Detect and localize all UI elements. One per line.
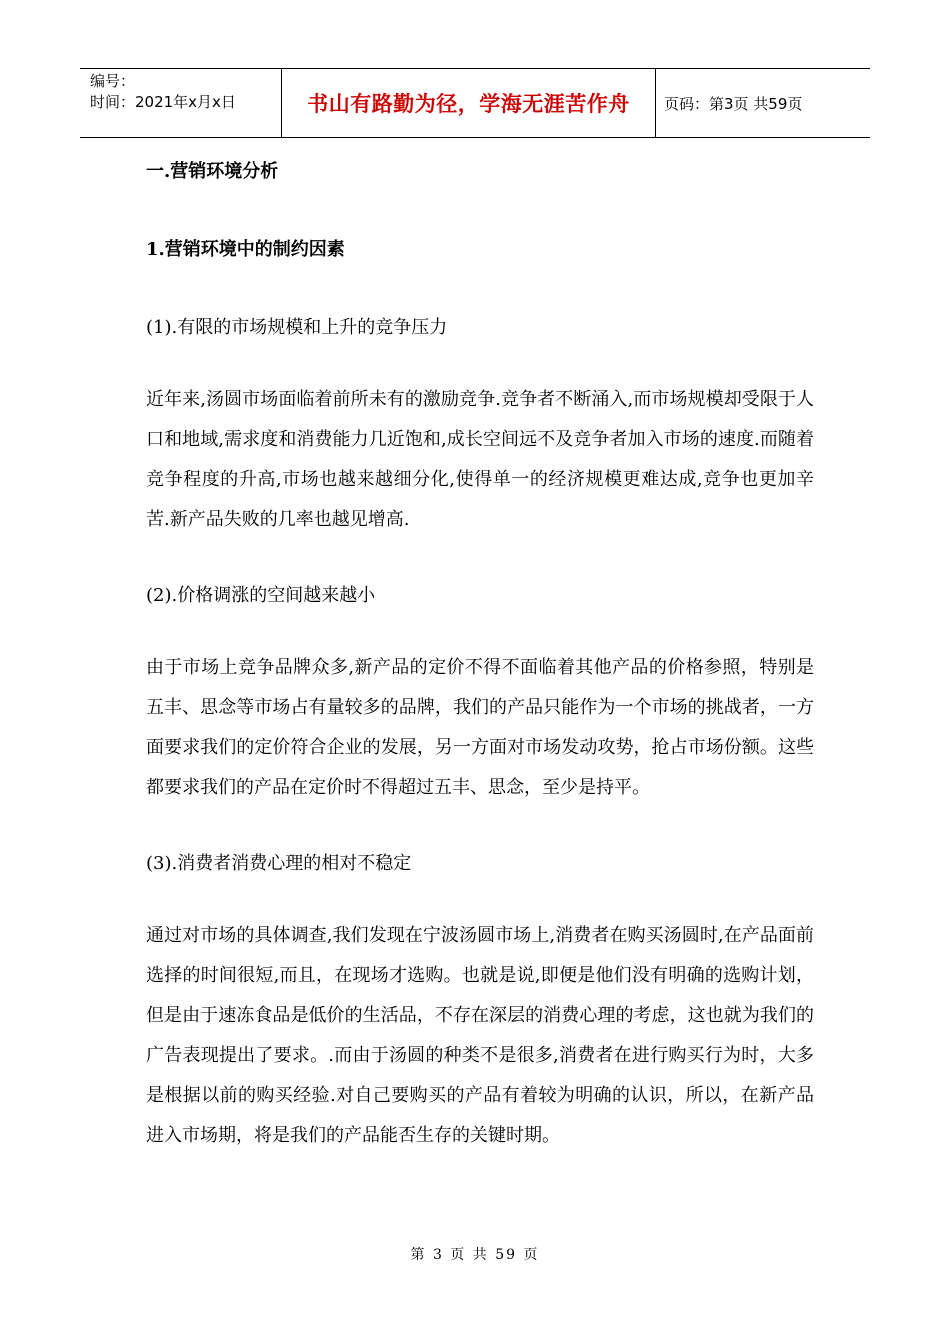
section-title: 一.营销环境分析 [146,161,279,182]
item-title: (3).消费者消费心理的相对不稳定 [146,853,412,874]
item-title: (2).价格调涨的空间越来越小 [146,585,376,606]
document-number: 编号： [90,72,136,90]
item-paragraph: 近年来,汤圆市场面临着前所未有的激励竞争.竞争者不断涌入,而市场规模却受限于人口和地域,需求度和消费能力几近饱和,成长空间远不及竞争者加入市场的速度.而随着竞争程度的升高,市场也越来越细分化,使得单一的经济规模更难达成,竞争也更加辛苦.新产品失败的几率也越见增高. [146,389,814,530]
header-motto: 书山有路勤为径，学海无涯苦作舟 [282,69,656,137]
document-body [146,150,814,1156]
item-paragraph: 通过对市场的具体调查,我们发现在宁波汤圆市场上,消费者在购买汤圆时,在产品面前选择的时间很短,而且，在现场才选购。也就是说,即便是他们没有明确的选购计划，但是由于速冻食品是低价的生活品，不存在深层的消费心理的考虑，这也就为我们的广告表现提出了要求。.而由于汤圆的种类不是很多,消费者在进行购买行为时，大多是根据以前的购买经验.对自己要购买的产品有着较为明确的认识，所以，在新产品进入市场期，将是我们的产品能否生存的关键时期。 [146,925,814,1146]
document-date: 时间：2021年x月x日 [90,93,236,111]
header-meta [80,69,282,137]
item-title: (1).有限的市场规模和上升的竞争压力 [146,317,448,338]
header-page-info: 页码：第3页 共59页 [664,94,803,113]
subsection-title: 1.营销环境中的制约因素 [146,239,345,260]
item-paragraph: 由于市场上竞争品牌众多,新产品的定价不得不面临着其他产品的价格参照，特别是五丰、思念等市场占有量较多的品牌，我们的产品只能作为一个市场的挑战者，一方面要求我们的定价符合企业的发展，另一方面对市场发动攻势，抢占市场份额。这些都要求我们的产品在定价时不得超过五丰、思念，至少是持平。 [146,657,814,798]
page-header [80,68,870,138]
page-footer: 第 3 页 共 59 页 [410,1247,540,1263]
